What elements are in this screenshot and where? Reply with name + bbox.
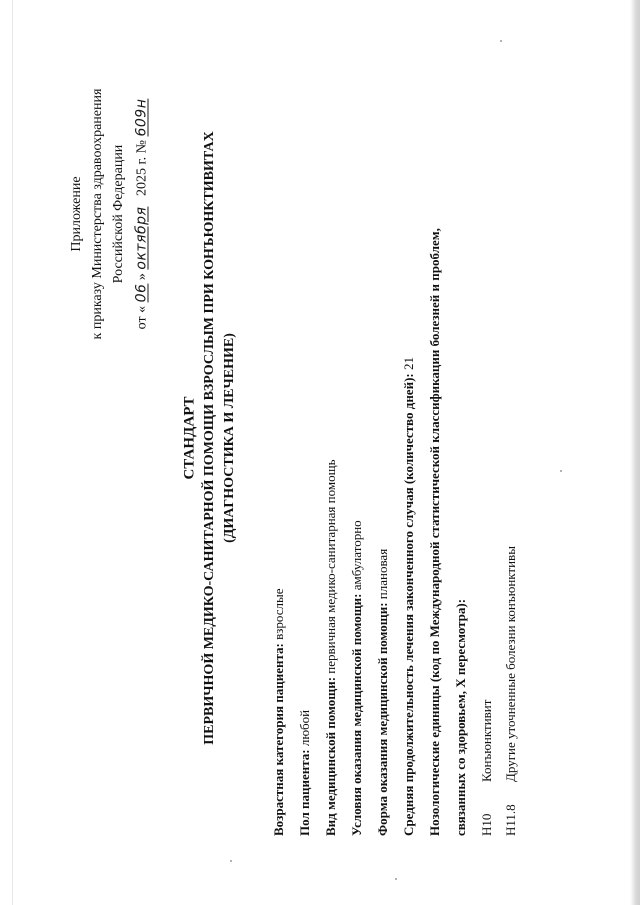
code-row — [504, 546, 517, 836]
doc-subtitle-2: (ДИАГНОСТИКА И ЛЕЧЕНИЕ) — [222, 333, 237, 543]
scan-speck — [230, 860, 232, 862]
scan-left-edge — [12, 0, 13, 905]
icd-name: Конъюнктивит — [479, 699, 494, 782]
date-month: октября — [133, 206, 150, 270]
field-care-type — [324, 459, 337, 836]
scan-speck — [395, 878, 397, 880]
order-number: 609н — [133, 98, 150, 137]
field-label: Возрастная категория пациента: — [271, 643, 286, 836]
appendix-date-line — [135, 99, 150, 330]
icd-name: Другие уточненные болезни конъюнктивы — [503, 546, 518, 782]
field-label: Условия оказания медицинской помощи: — [349, 593, 364, 836]
field-value: взрослые — [271, 588, 286, 644]
field-label: Форма оказания медицинской помощи: — [375, 602, 390, 836]
icd-code: H10 — [479, 813, 494, 836]
nosology-line-2: связанных со здоровьем, X пересмотра): — [453, 598, 468, 836]
appendix-line1: к приказу Министерства здравоохранения — [90, 88, 105, 340]
field-value: амбулаторно — [349, 520, 364, 594]
field-value: первичная медико-санитарная помощь — [323, 459, 338, 677]
date-day: 06 — [133, 283, 150, 303]
scan-speck — [500, 40, 502, 42]
field-label: Средняя продолжительность лечения законченного случая (количество дней): — [401, 373, 416, 836]
nosology-line-1: Нозологические единицы (код по Международной статистической классификации болезней и проблем, — [427, 228, 442, 836]
field-value: любой — [297, 709, 312, 750]
appendix-title: Приложение — [69, 176, 84, 252]
field-sex — [298, 710, 311, 836]
appendix-line2: Российской Федерации — [111, 144, 126, 284]
scan-right-edge-shadow — [630, 0, 640, 905]
code-row — [480, 700, 493, 836]
date-prefix: от « — [134, 305, 150, 330]
field-label: Пол пациента: — [297, 749, 312, 836]
field-care-form — [376, 549, 389, 836]
doc-title: СТАНДАРТ — [181, 396, 198, 480]
doc-subtitle: ПЕРВИЧНОЙ МЕДИКО-САНИТАРНОЙ ПОМОЩИ ВЗРОСЛЫМ ПРИ КОНЪЮНКТИВИТАХ — [202, 131, 217, 745]
field-age-category — [272, 589, 285, 836]
field-care-conditions — [350, 520, 363, 836]
date-year: 2025 г. № — [134, 140, 150, 197]
field-value: 21 — [401, 357, 416, 374]
icd-code: H11.8 — [503, 804, 518, 836]
field-label: Вид медицинской помощи: — [323, 676, 338, 836]
field-avg-duration — [402, 357, 415, 836]
scan-speck — [560, 470, 562, 472]
date-mid: » — [134, 273, 150, 281]
field-value: плановая — [375, 548, 390, 603]
